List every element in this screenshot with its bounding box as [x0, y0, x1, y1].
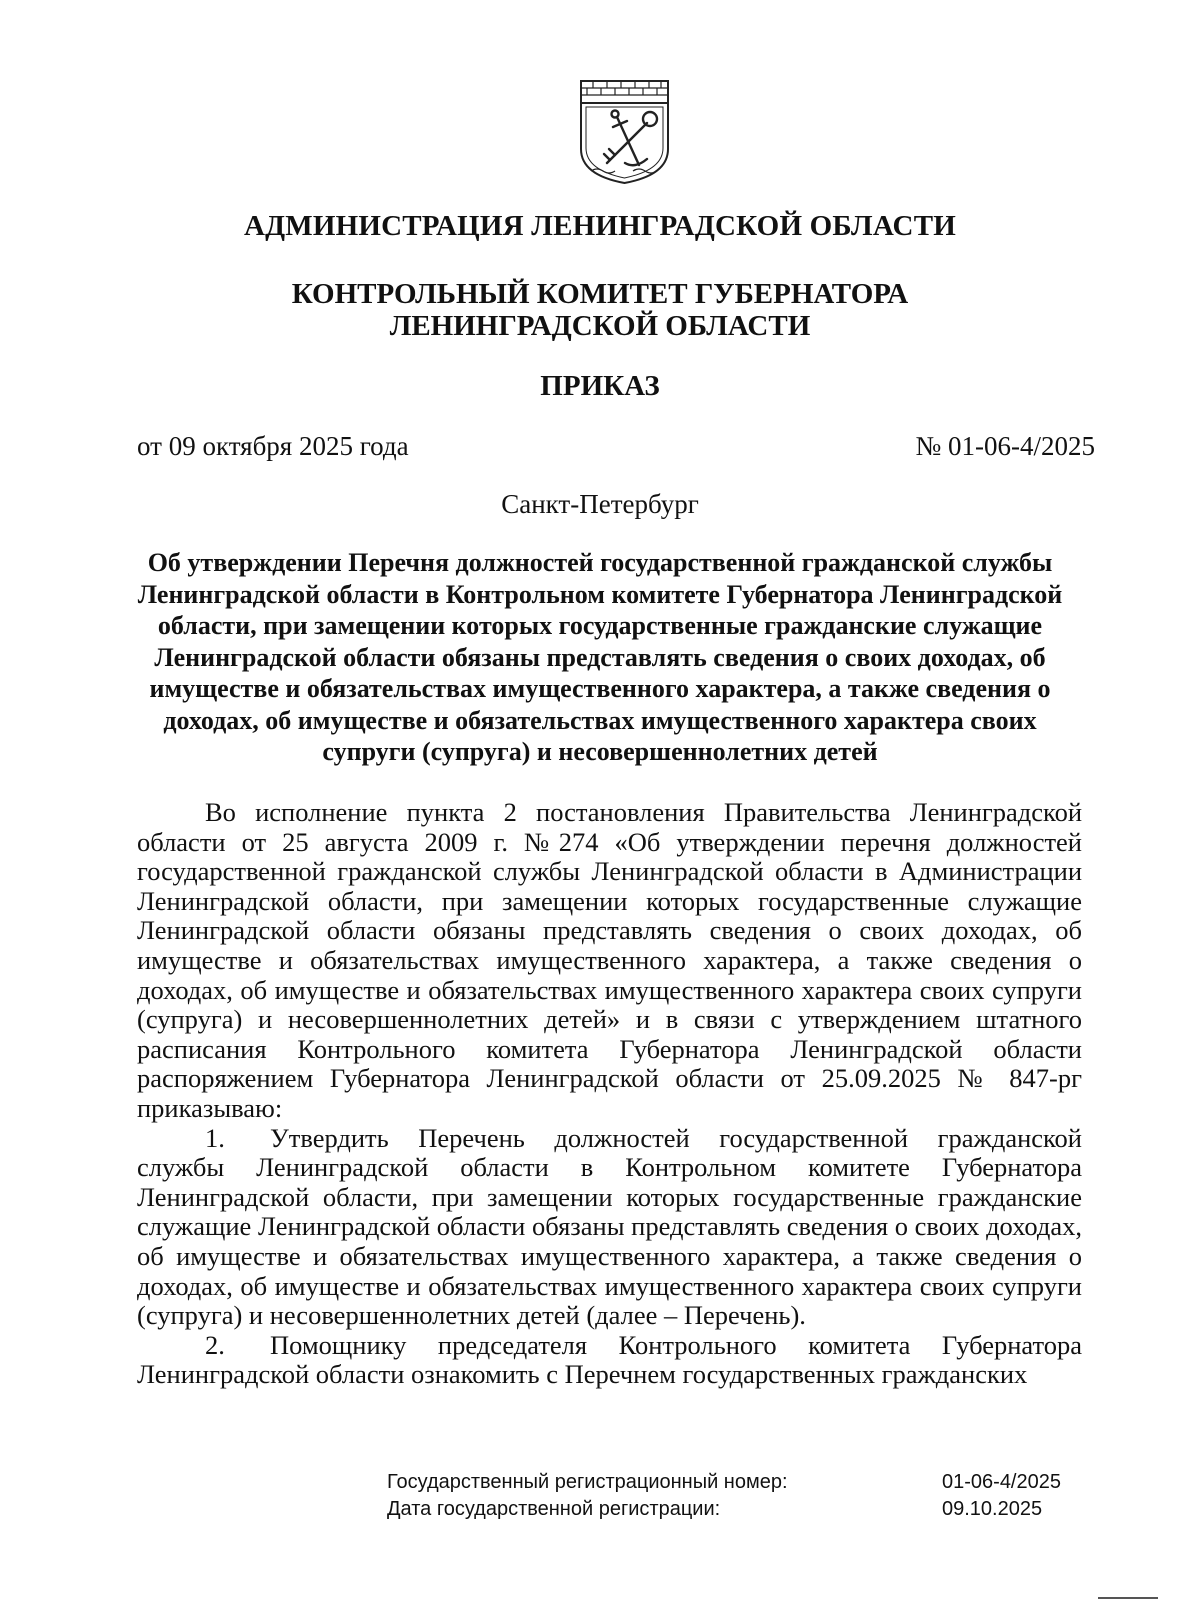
item-number: 2.: [205, 1329, 225, 1360]
registration-number-label: Государственный регистрационный номер:: [387, 1471, 788, 1493]
item-text: Утвердить Перечень должностей государственной гражданской службы Ленинградской области в Контрольном комитете Губернатора Ленинградской области, при замещении которых государственные гражданские служащие Ленинградской области обязаны представлять сведения о своих доходах, об имуществе и обязательствах имущественного характера, а также сведения о доходах, об имуществе и обязательствах имущественного характера своих супруги (супруга) и несовершеннолетних детей (далее – Перечень).: [137, 1122, 1082, 1331]
document-type: ПРИКАЗ: [540, 370, 660, 402]
registration-date-value: 09.10.2025: [942, 1498, 1043, 1520]
organization-name: АДМИНИСТРАЦИЯ ЛЕНИНГРАДСКОЙ ОБЛАСТИ: [243, 210, 957, 242]
committee-line-1: КОНТРОЛЬНЫЙ КОМИТЕТ ГУБЕРНАТОРА: [291, 278, 909, 310]
registration-number-value: 01-06-4/2025: [942, 1471, 1061, 1493]
document-body: [137, 798, 1082, 1390]
document-city: Санкт-Петербург: [501, 489, 699, 519]
list-item: [137, 1331, 1082, 1390]
item-text: Помощнику председателя Контрольного комитета Губернатора Ленинградской области ознакомить с Перечнем государственных гражданских: [137, 1329, 1082, 1390]
registration-date-row: [387, 1496, 1087, 1523]
committee-line-2: ЛЕНИНГРАДСКОЙ ОБЛАСТИ: [389, 310, 811, 342]
preamble-paragraph: Во исполнение пункта 2 постановления Правительства Ленинградской области от 25 августа 2009 г. №274 «Об утверждении перечня должностей государственной гражданской службы Ленинградской области в Администрации Ленинградской области, при замещении которых государственные служащие Ленинградской области обязаны представлять сведения о своих доходах, об имуществе и обязательствах имущественного характера, а также сведения о доходах, об имуществе и обязательствах имущественного характера своих супруги (супруга) и несовершеннолетних детей» и в связи с утверждением штатного расписания Контрольного комитета Губернатора Ленинградской области распоряжением Губернатора Ленинградской области от 25.09.2025 № 847-рг приказываю:: [137, 797, 1082, 1123]
list-item: [137, 1124, 1082, 1331]
registration-block: [387, 1469, 1087, 1523]
registration-date-label: Дата государственной регистрации:: [387, 1498, 721, 1520]
registration-number-row: [387, 1469, 1087, 1496]
document-number: № 01-06-4/2025: [915, 431, 1095, 461]
committee-name: [0, 278, 1200, 342]
coat-of-arms-icon: [577, 77, 672, 187]
document-subject: Об утверждении Перечня должностей государственной гражданской службы Ленинградской области в Контрольном комитете Губернатора Ленинградской области, при замещении которых государственные гражданские служащие Ленинградской области обязаны представлять сведения о своих доходах, об имуществе и обязательствах имущественного характера, а также сведения о доходах, об имуществе и обязательствах имущественного характера своих супруги (супруга) и несовершеннолетних детей: [137, 548, 1063, 766]
item-number: 1.: [205, 1122, 225, 1153]
footer-divider: [1098, 1597, 1158, 1599]
document-date: от 09 октября 2025 года: [137, 431, 409, 461]
